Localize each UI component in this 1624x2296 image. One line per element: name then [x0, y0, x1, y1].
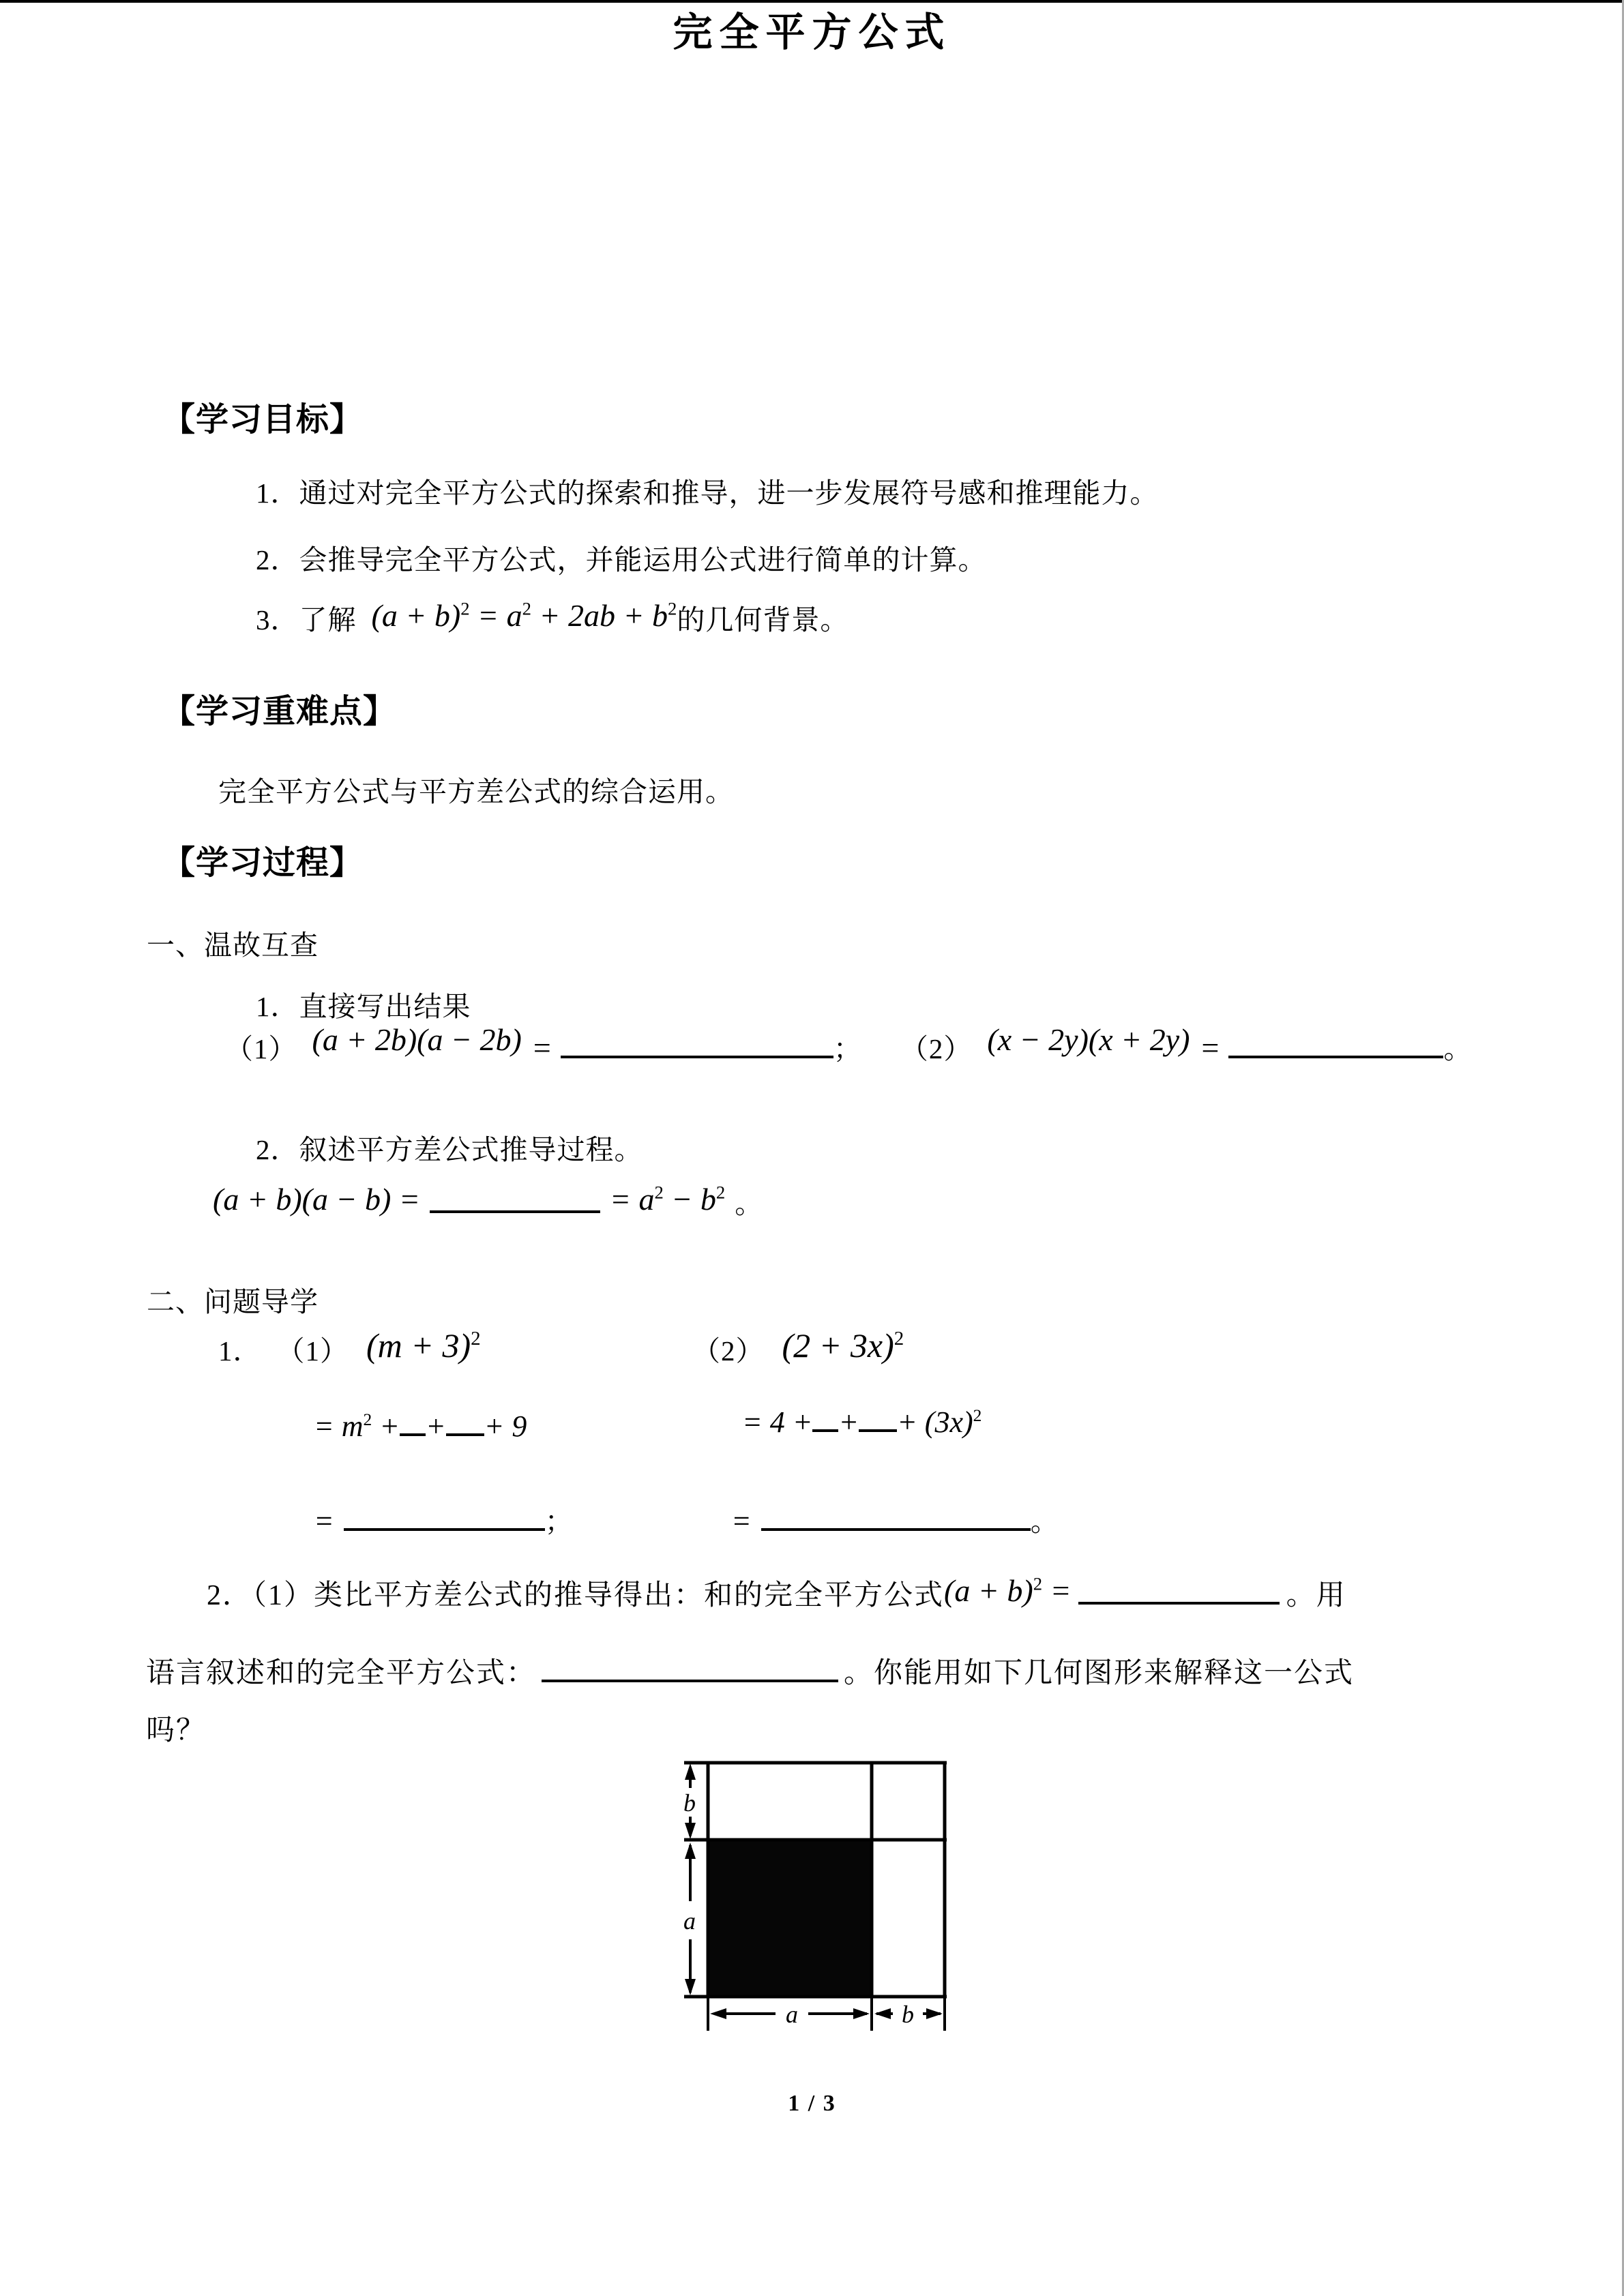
guide-p1-left: [218, 1328, 481, 1369]
superscript: 2: [522, 598, 531, 619]
formula-a2b: (a + 2b)(a − 2b): [312, 1022, 522, 1057]
formula-difference-left: (a + b)(a − b) =: [213, 1182, 420, 1217]
review-q2-row: [213, 1181, 763, 1221]
guide-p2-line2-prefix: 语言叙述和的完全平方公式：: [146, 1658, 537, 1689]
guide-p2-line2: [146, 1650, 1354, 1691]
sub-item-number-1: （1）: [276, 1335, 349, 1367]
superscript: 2: [668, 598, 677, 619]
guide-p2-line2-suffix: 。你能用如下几何图形来解释这一公式: [844, 1658, 1355, 1689]
key-points-body: 完全平方公式与平方差公式的综合运用。: [218, 776, 734, 807]
review-q1-label: 1．直接写出结果: [256, 991, 471, 1022]
item-number: 1．: [218, 1335, 262, 1367]
superscript: 2: [894, 1328, 904, 1350]
review-q1-row: [225, 1022, 1473, 1067]
superscript: 2: [1033, 1573, 1043, 1594]
page-number: 1 / 3: [788, 2091, 836, 2116]
square-diagram: [672, 1753, 958, 2039]
perfect-square-formula: [372, 597, 677, 633]
black-a-square: [709, 1841, 873, 1996]
plus-sign: +: [838, 1405, 859, 1439]
subsection-review-title: 一、温故互查: [147, 929, 319, 961]
formula-part: [897, 1405, 981, 1440]
equals-sign: =: [731, 1504, 752, 1538]
geometry-figure: [672, 1753, 958, 2042]
separator-semicolon: ；: [833, 1033, 862, 1064]
guide-p1b-result: [731, 1499, 1059, 1539]
figure-label-b-bottom: b: [902, 2001, 914, 2028]
figure-label-a-bottom: a: [786, 2001, 798, 2028]
guide-p2-line1: [207, 1572, 1346, 1613]
answer-blank-line: [761, 1524, 1031, 1531]
formula-part: (2 + 3x): [782, 1326, 894, 1365]
guide-p1a-expansion: [314, 1409, 527, 1444]
short-blank: [812, 1425, 838, 1432]
period-mark: 。: [1443, 1033, 1473, 1064]
guide-p2-line3: 吗？: [146, 1715, 207, 1746]
goal-item-1: 1．通过对完全平方公式的探索和推导，进一步发展符号感和推理能力。: [256, 477, 1159, 509]
superscript: 2: [460, 598, 470, 619]
section-heading-goals: 【学习目标】: [162, 402, 364, 438]
superscript: 2: [471, 1328, 481, 1350]
equals-sign: =: [314, 1504, 334, 1538]
formula-part: = 4 +: [742, 1405, 813, 1439]
item-number-2: （2）: [900, 1033, 973, 1064]
formula-part: [314, 1409, 400, 1444]
answer-blank-line: [542, 1675, 838, 1682]
equals-sign: =: [531, 1030, 552, 1065]
formula-part: (m + 3): [366, 1326, 471, 1365]
superscript: 2: [973, 1405, 982, 1426]
formula-part: = a: [609, 1182, 655, 1217]
formula-part: = m: [314, 1410, 364, 1443]
subsection-guide-title: 二、问题导学: [147, 1286, 319, 1317]
guide-p1-right: [692, 1328, 904, 1369]
short-blank: [859, 1425, 897, 1432]
formula-a-plus-b-squared: [944, 1572, 1072, 1609]
formula-part: − b: [663, 1182, 716, 1217]
answer-blank-line: [344, 1524, 545, 1531]
period-mark: 。: [1030, 1506, 1059, 1537]
review-q2-label: 2．叙述平方差公式推导过程。: [256, 1134, 643, 1165]
goal-item-3-suffix: 的几何背景。: [677, 604, 849, 636]
page-title: 完全平方公式: [673, 10, 951, 55]
short-blank: [446, 1429, 484, 1436]
item-number-1: （1）: [225, 1033, 297, 1064]
goal-item-2: 2．会推导完全平方公式，并能运用公式进行简单的计算。: [256, 544, 987, 576]
answer-blank-line: [561, 1052, 833, 1058]
superscript: 2: [654, 1182, 664, 1203]
formula-part: + 2ab + b: [531, 598, 668, 633]
guide-p1a-result: [314, 1499, 574, 1539]
section-heading-key-points: 【学习重难点】: [162, 694, 397, 730]
goal-item-3-prefix: 3．了解: [256, 604, 357, 636]
separator-semicolon: ；: [544, 1506, 574, 1537]
formula-difference-right: [610, 1181, 725, 1217]
equals-sign: =: [1199, 1030, 1221, 1065]
answer-blank-line: [430, 1206, 600, 1213]
plus-sign: +: [425, 1410, 446, 1443]
guide-p1b-expansion: [742, 1405, 981, 1440]
short-blank: [400, 1429, 426, 1436]
formula-m-plus-3-squared: [366, 1326, 481, 1365]
formula-part: (a + b): [944, 1573, 1033, 1608]
sub-item-number-2: （2）: [692, 1335, 765, 1367]
formula-part: (a + b): [371, 598, 461, 633]
formula-x2y: (x − 2y)(x + 2y): [987, 1022, 1190, 1057]
figure-label-b-left: b: [683, 1789, 696, 1817]
period-mark: 。: [735, 1188, 764, 1219]
superscript: 2: [715, 1182, 726, 1203]
superscript: 2: [363, 1410, 372, 1430]
section-heading-process: 【学习过程】: [162, 845, 364, 881]
answer-blank-line: [1078, 1598, 1280, 1605]
formula-part: + (3x): [897, 1405, 973, 1439]
guide-p2-prefix: 2．（1）类比平方差公式的推导得出：和的完全平方公式: [207, 1580, 945, 1611]
formula-2-plus-3x-squared: [782, 1326, 904, 1365]
figure-label-a-left: a: [683, 1907, 696, 1935]
answer-blank-line: [1228, 1052, 1443, 1058]
guide-p2-after-blank: 。用: [1286, 1580, 1346, 1611]
plus-sign: +: [372, 1410, 400, 1443]
equals-sign: =: [1042, 1573, 1072, 1608]
formula-part: + 9: [484, 1410, 527, 1443]
goal-item-3: [256, 597, 848, 638]
formula-part: = a: [469, 598, 522, 633]
